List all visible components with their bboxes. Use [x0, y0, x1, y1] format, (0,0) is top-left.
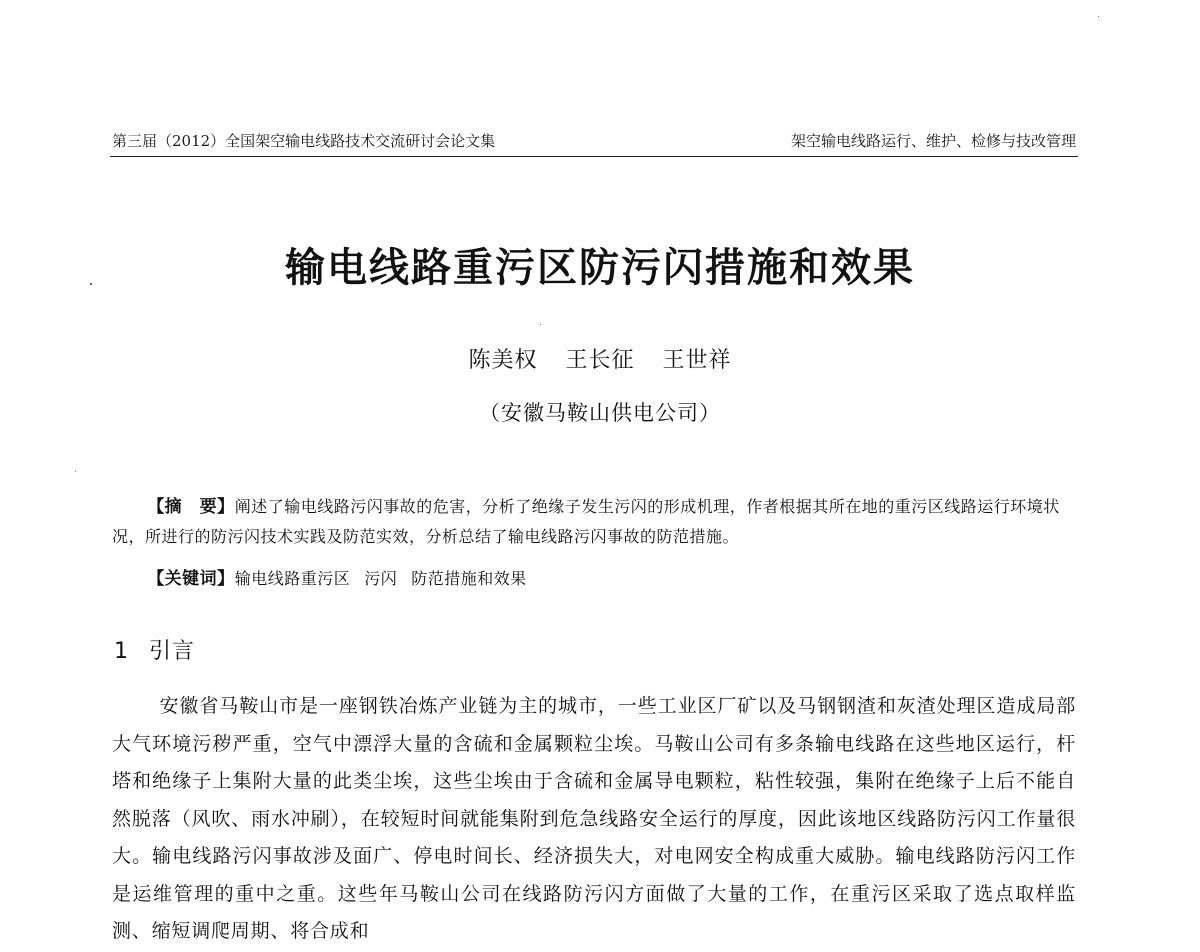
- author-name: 王长征: [565, 348, 635, 373]
- scan-speck: [1098, 16, 1099, 17]
- keyword: 污闪: [364, 569, 398, 588]
- section-heading: [114, 634, 195, 665]
- author-affiliation: （安徽马鞍山供电公司）: [479, 401, 721, 425]
- keyword: 输电线路重污区: [234, 569, 351, 588]
- author-name: 王世祥: [662, 348, 732, 373]
- abstract-text: 阐述了输电线路污闪事故的危害，分析了绝缘子发生污闪的形成机理，作者根据其所在地的重污区线路运行环境状况，所进行的防污闪技术实践及防范实效，分析总结了输电线路污闪事故的防范措施。: [112, 497, 1060, 546]
- abstract: [112, 492, 1076, 552]
- section-number: 1: [114, 639, 129, 664]
- running-header: [110, 130, 1078, 157]
- paper-title: 输电线路重污区防污闪措施和效果: [285, 245, 915, 291]
- scan-speck: [75, 471, 76, 472]
- scan-speck: [540, 324, 541, 325]
- keyword: 防范措施和效果: [411, 569, 527, 588]
- body-paragraph: 安徽省马鞍山市是一座钢铁冶炼产业链为主的城市，一些工业区厂矿以及马钢钢渣和灰渣处理区造成局部大气环境污秽严重，空气中漂浮大量的含硫和金属颗粒尘埃。马鞍山公司有多条输电线路在这些地区运行，杆塔和绝缘子上集附大量的此类尘埃，这些尘埃由于含硫和金属导电颗粒，粘性较强，集附在绝缘子上后不能自然脱落（风吹、雨水冲刷），在较短时间就能集附到危急线路安全运行的厚度，因此该地区线路防污闪工作量很大。输电线路污闪事故涉及面广、停电时间长、经济损失大，对电网安全构成重大威胁。输电线路防污闪工作是运维管理的重中之重。这些年马鞍山公司在线路防污闪方面做了大量的工作，在重污区采取了选点取样监测、缩短调爬周期、将合成和: [112, 695, 1076, 942]
- keywords: [112, 565, 1076, 593]
- scan-speck: [90, 283, 92, 285]
- section-title: 引言: [149, 639, 196, 664]
- header-section-title: 架空输电线路运行、维护、检修与技改管理: [790, 132, 1076, 150]
- author-name: 陈美权: [468, 348, 538, 373]
- keywords-label: 【关键词】: [147, 569, 235, 589]
- abstract-label: 【摘 要】: [147, 497, 235, 517]
- header-proceedings-title: 第三届（2012）全国架空输电线路技术交流研讨会论文集: [112, 132, 496, 150]
- author-list: [0, 343, 1200, 374]
